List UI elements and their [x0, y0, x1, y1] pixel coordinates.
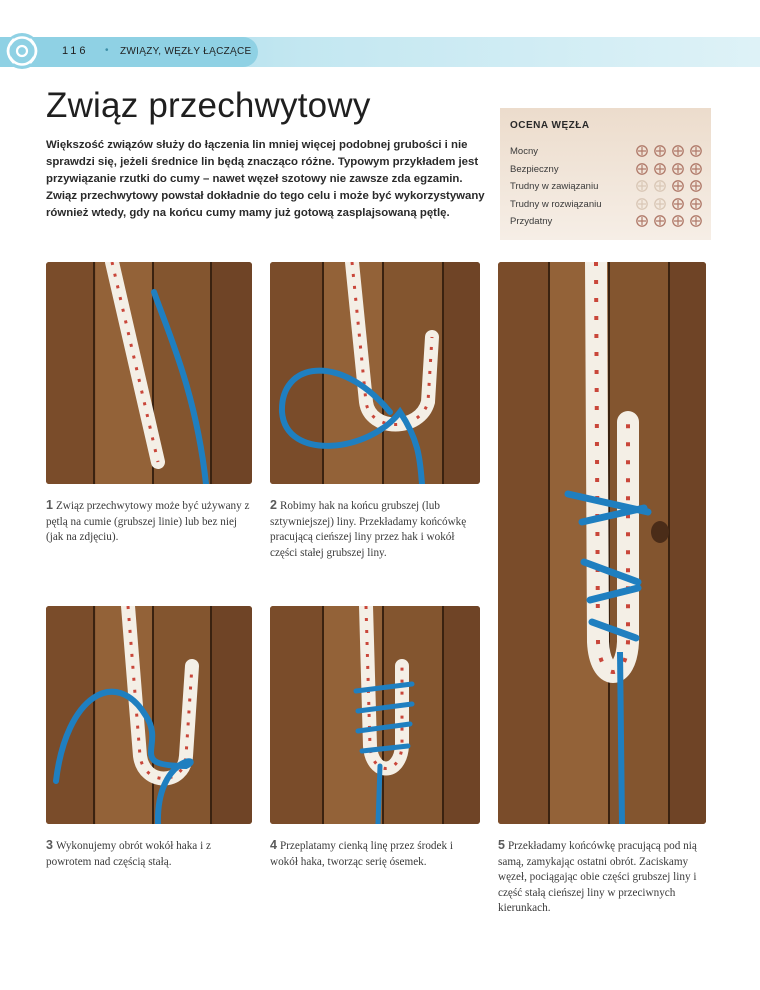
rating-knot-icon	[691, 181, 701, 191]
step-2-caption	[270, 498, 480, 561]
rating-label: Trudny w rozwiązaniu	[510, 198, 602, 210]
rating-knot-icon	[655, 146, 665, 156]
page-title: Związ przechwytowy	[46, 86, 371, 125]
rating-knot-icon	[673, 198, 683, 208]
header-separator-icon: •	[105, 45, 109, 56]
section-title: ZWIĄZY, WĘZŁY ŁĄCZĄCE	[120, 46, 252, 57]
rating-knot-icon	[673, 163, 683, 173]
step-number: 1	[46, 498, 53, 512]
rating-knot-icons	[635, 179, 705, 193]
rating-row	[510, 197, 705, 214]
rating-knot-icon	[637, 181, 647, 191]
step-number: 3	[46, 838, 53, 852]
intro-paragraph: Większość związów służy do łączenia lin mniej więcej podobnej grubości i nie sprawdzi się, jeżeli średnice lin będą znacząco różne. Typowym przykładem jest przywiązanie rzutki do cumy – nawet węzeł szotowy nie zawsze zda egzamin. Związ przechwytowy powstał dokładnie do tego celu i może być wykorzystywany również wtedy, gdy na końcu cumy mamy już gotową zasplajsowaną pętlę.	[46, 139, 485, 219]
step-2-photo	[270, 262, 480, 484]
rating-row	[510, 144, 705, 161]
page-number: 116	[62, 45, 89, 57]
rating-heading: OCENA WĘZŁA	[510, 120, 590, 131]
rating-knot-icon	[691, 146, 701, 156]
rating-knot-icons	[635, 197, 705, 211]
rating-knot-icon	[691, 216, 701, 226]
rating-knot-icons	[635, 162, 705, 176]
step-4-caption	[270, 838, 476, 870]
step-number: 2	[270, 498, 277, 512]
step-1-caption	[46, 498, 256, 546]
rating-knot-icon	[691, 163, 701, 173]
rating-knot-icons	[635, 144, 705, 158]
rating-knot-icon	[637, 216, 647, 226]
rating-knot-icon	[673, 181, 683, 191]
rating-knot-icons	[635, 214, 705, 228]
rating-row	[510, 179, 705, 196]
step-number: 4	[270, 838, 277, 852]
step-1-photo	[46, 262, 252, 484]
rating-knot-icon	[655, 216, 665, 226]
rating-label: Przydatny	[510, 216, 553, 227]
rating-row	[510, 162, 705, 179]
rating-knot-icon	[637, 198, 647, 208]
knot-rating-box	[500, 108, 711, 240]
rating-knot-icon	[673, 146, 683, 156]
rating-row	[510, 214, 705, 231]
step-4-photo	[270, 606, 480, 824]
step-text: Związ przechwytowy może być używany z pętlą na cumie (grubszej linie) lub bez niej (jak na zdjęciu).	[46, 500, 250, 543]
rating-knot-icon	[637, 163, 647, 173]
step-text: Przekładamy końcówkę pracującą pod nią samą, zamykając ostatni obrót. Zaciskamy węzeł, pociągając obie części grubszej liny i część stałą cieńszej liny w przeciwnych kierunkach.	[498, 840, 697, 914]
rating-knot-icon	[655, 198, 665, 208]
step-number: 5	[498, 838, 505, 852]
knot-logo-icon	[2, 31, 42, 71]
step-text: Robimy hak na końcu grubszej (lub sztywniejszej) liny. Przekładamy końcówkę pracującą cieńszej liny przez hak i wokół części stałej grubszej liny.	[270, 500, 467, 559]
rating-knot-icon	[673, 216, 683, 226]
step-3-photo	[46, 606, 252, 824]
rating-knot-icon	[655, 181, 665, 191]
step-5-caption	[498, 838, 708, 917]
rating-label: Bezpieczny	[510, 163, 559, 175]
rating-knot-icon	[655, 163, 665, 173]
rating-knot-icon	[691, 198, 701, 208]
step-3-caption	[46, 838, 246, 870]
rating-knot-icon	[637, 146, 647, 156]
step-5-photo	[498, 262, 706, 824]
rating-label: Mocny	[510, 146, 538, 157]
step-text: Wykonujemy obrót wokół haka i z powrotem nad częścią stałą.	[46, 840, 211, 868]
rating-label: Trudny w zawiązaniu	[510, 181, 599, 192]
step-text: Przeplatamy cienką linę przez środek i wokół haka, tworząc serię ósemek.	[270, 840, 453, 868]
